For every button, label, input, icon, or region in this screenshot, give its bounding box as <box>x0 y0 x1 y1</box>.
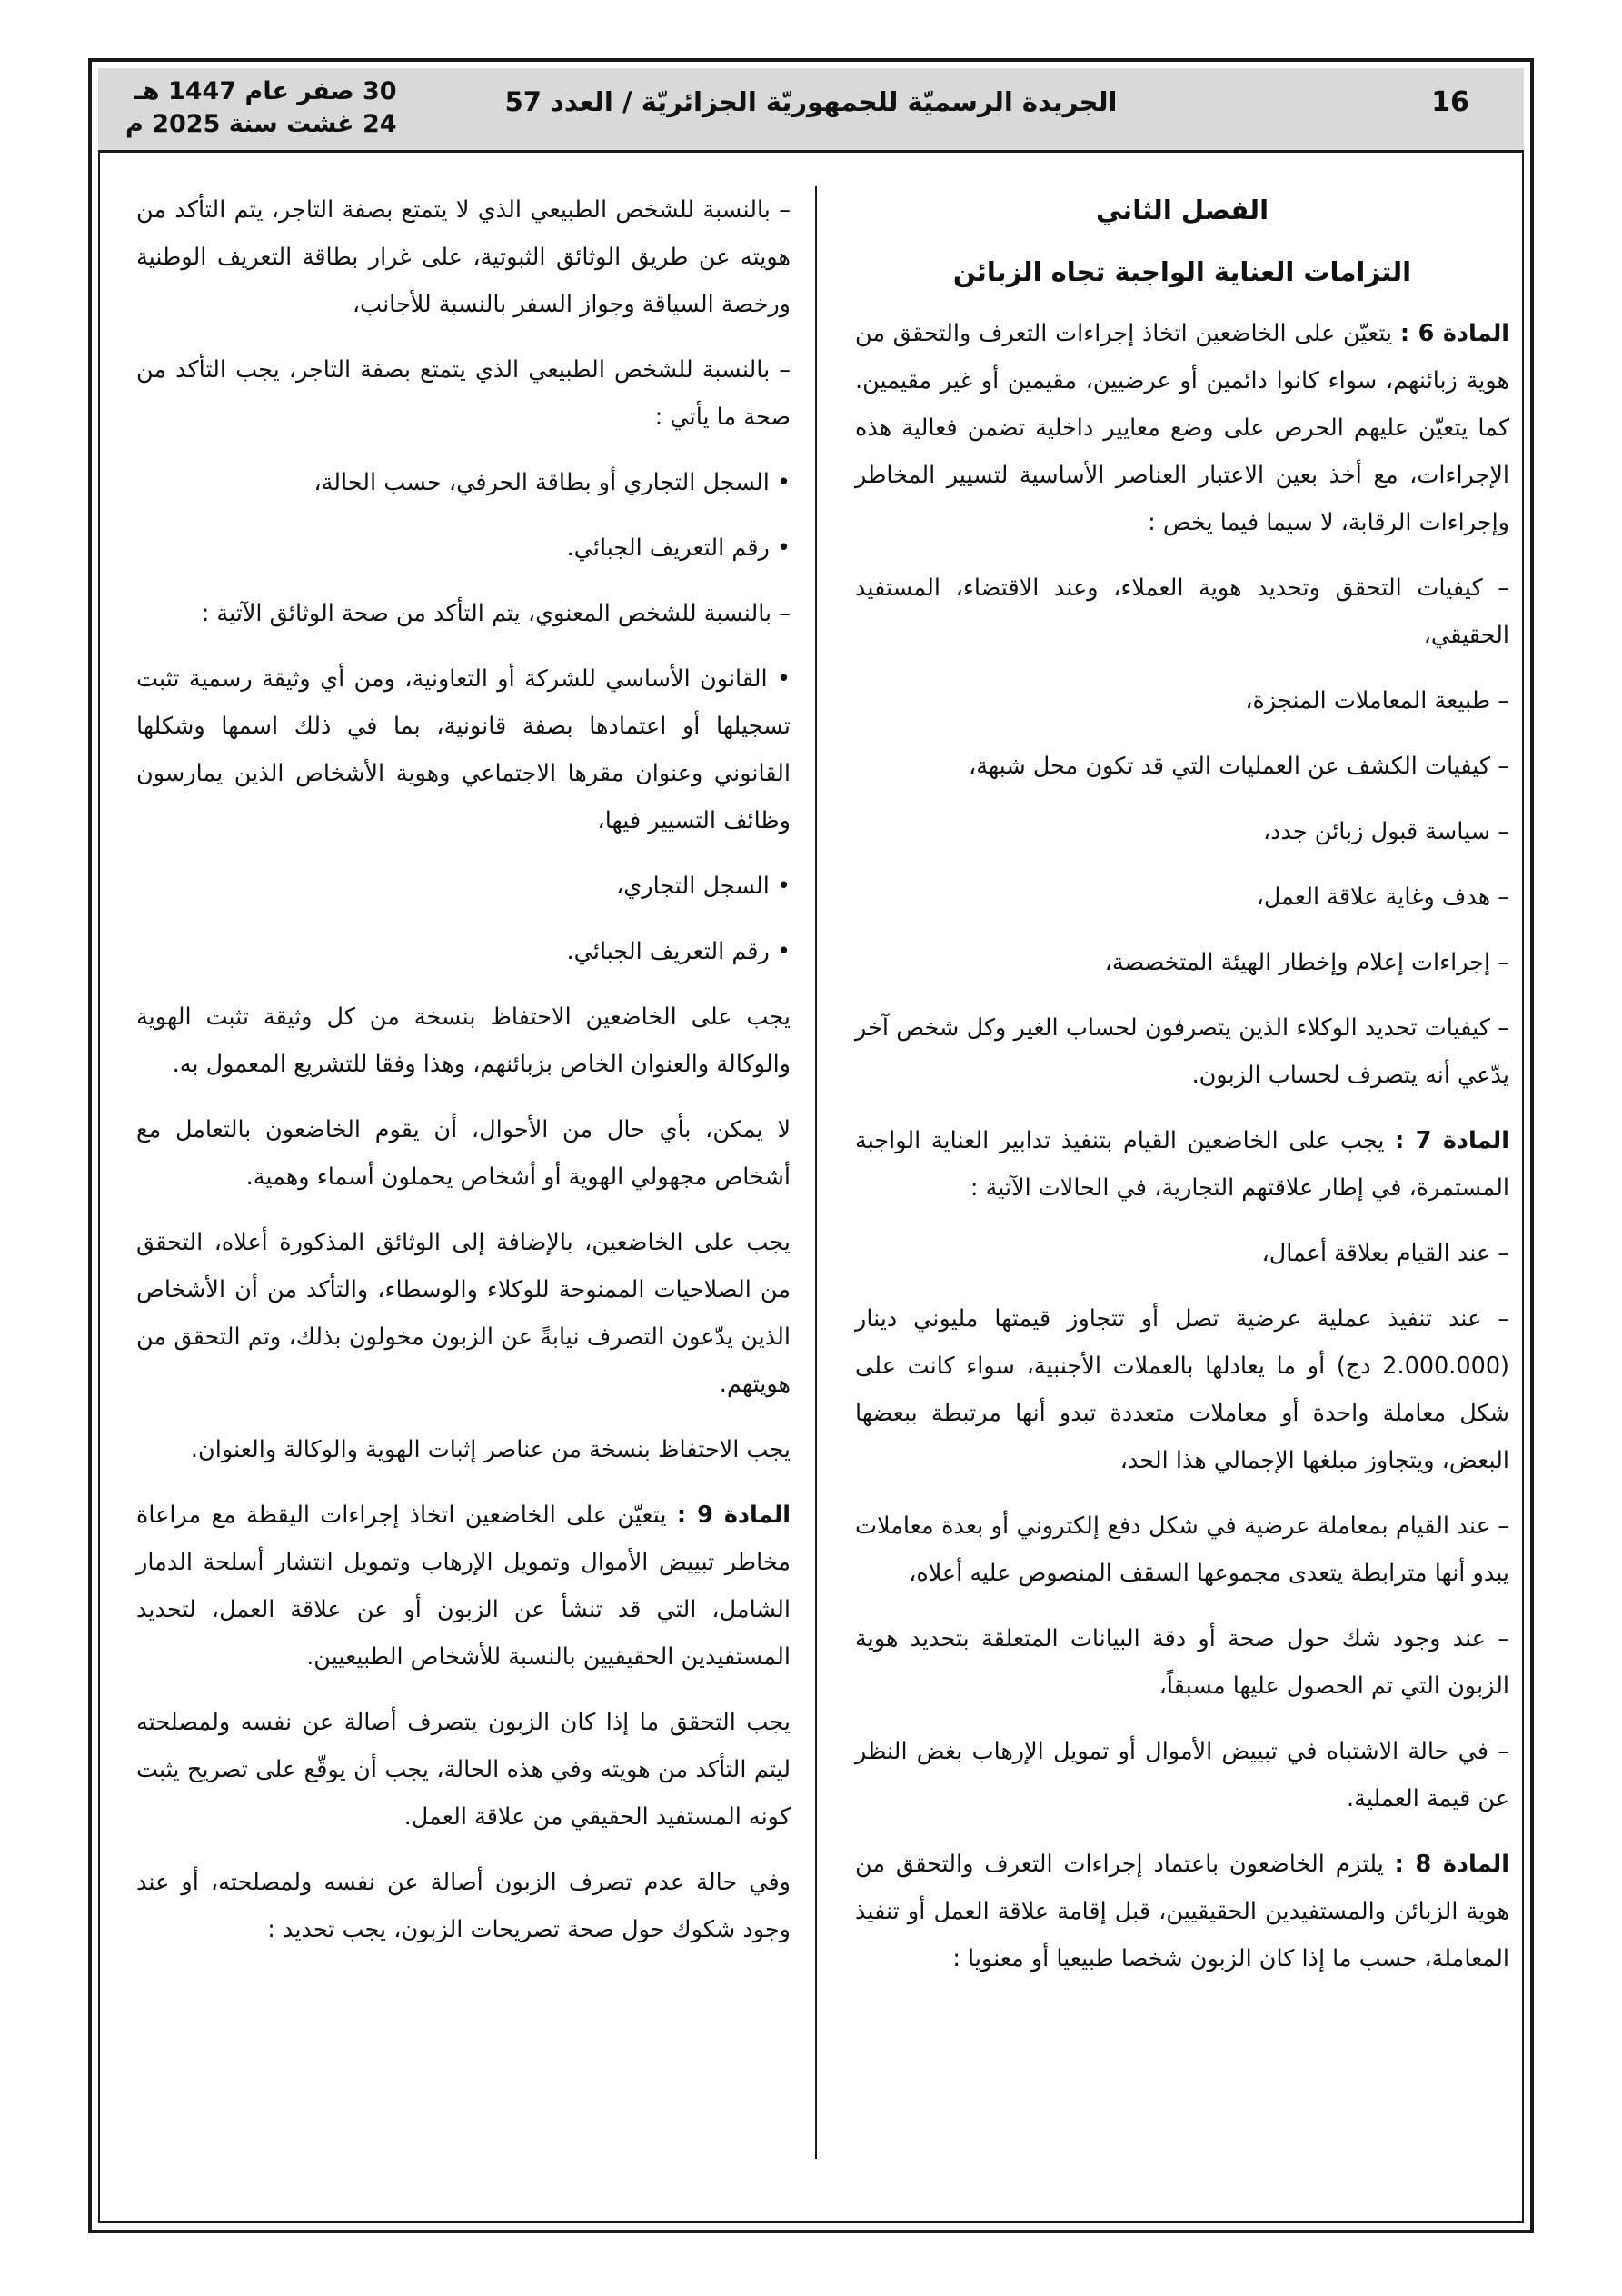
paragraph: – بالنسبة للشخص الطبيعي الذي يتمتع بصفة التاجر، يجب التأكد من صحة ما يأتي : <box>136 356 791 431</box>
article-7-item: – عند تنفيذ عملية عرضية تصل أو تتجاوز قيمتها مليوني دينار (2.000.000 دج) أو ما يعادلها بالعملات الأجنبية، سواء كانت على شكل معاملة واحدة أو معاملات متعددة تبدو أنها مرتبطة ببعضها البعض، ويتجاوز مبلغها الإجمالي هذا الحد، <box>855 1305 1509 1474</box>
paragraph: يجب الاحتفاظ بنسخة من عناصر إثبات الهوية والوكالة والعنوان. <box>190 1436 791 1463</box>
article-8-text: يلتزم الخاضعون باعتماد إجراءات التعرف والتحقق من هوية الزبائن والمستفيدين الحقيقيين، قبل إقامة علاقة العمل أو تنفيذ المعاملة، حسب ما إذا كان الزبون شخصا طبيعيا أو معنويا : <box>855 1851 1509 1972</box>
journal-title: الجريدة الرسميّة للجمهوريّة الجزائريّة / العدد 57 <box>504 86 1118 117</box>
paragraph: يجب على الخاضعين، بالإضافة إلى الوثائق المذكورة أعلاه، التحقق من الصلاحيات الممنوحة للوكلاء والوسطاء، والتأكد من أن الأشخاص الذين يدّعون التصرف نيابةً عن الزبون مخولون بذلك، وتم التحقق من هويتهم. <box>136 1229 791 1398</box>
article-7-label: المادة 7 : <box>1395 1127 1509 1154</box>
article-6-item: – طبيعة المعاملات المنجزة، <box>1245 687 1509 714</box>
bullet-item: • رقم التعريف الجبائي. <box>566 534 791 562</box>
article-9-text: يتعيّن على الخاضعين اتخاذ إجراءات اليقظة مع مراعاة مخاطر تبييض الأموال وتمويل الإرهاب وتمويل انتشار أسلحة الدمار الشامل، التي قد تنشأ عن الزبون أو عن علاقة العمل، لتحديد المستفيدين الحقيقيين بالنسبة للأشخاص الطبيعيين. <box>136 1502 791 1671</box>
left-column <box>136 186 791 1972</box>
chapter-title: التزامات العناية الواجبة تجاه الزبائن <box>952 256 1412 287</box>
article-7-text: يجب على الخاضعين القيام بتنفيذ تدابير العناية الواجبة المستمرة، في إطار علاقتهم التجارية، في الحالات الآتية : <box>855 1127 1509 1202</box>
article-6-item: – كيفيات التحقق وتحديد هوية العملاء، وعند الاقتضاء، المستفيد الحقيقي، <box>855 574 1509 649</box>
article-6-item: – هدف وغاية علاقة العمل، <box>1256 883 1509 911</box>
page-header <box>98 68 1524 153</box>
paragraph: يجب على الخاضعين الاحتفاظ بنسخة من كل وثيقة تثبت الهوية والوكالة والعنوان الخاص بزبائنهم، وهذا وفقا للتشريع المعمول به. <box>136 1003 791 1078</box>
article-7-item: – عند القيام بعلاقة أعمال، <box>1261 1240 1509 1267</box>
bullet-item: • السجل التجاري، <box>616 873 791 900</box>
article-7-item: – في حالة الاشتباه في تبييض الأموال أو تمويل الإرهاب بغض النظر عن قيمة العملية. <box>855 1738 1509 1812</box>
bullet-item: • السجل التجاري أو بطاقة الحرفي، حسب الحالة، <box>313 469 791 496</box>
right-column <box>855 186 1509 2001</box>
article-8 <box>855 1841 1509 1982</box>
article-6-item: – سياسة قبول زبائن جدد، <box>1262 818 1509 845</box>
issue-date <box>125 75 397 141</box>
column-divider <box>815 186 817 2159</box>
paragraph: – بالنسبة للشخص الطبيعي الذي لا يتمتع بصفة التاجر، يتم التأكد من هويته عن طريق الوثائق الثبوتية، على غرار بطاقة التعريف الوطنية ورخصة السياقة وجواز السفر بالنسبة للأجانب، <box>136 196 791 318</box>
paragraph: يجب التحقق ما إذا كان الزبون يتصرف أصالة عن نفسه ولمصلحته ليتم التأكد من هويته وفي هذه الحالة، يجب أن يوقّع على تصريح يثبت كونه المستفيد الحقيقي من علاقة العمل. <box>136 1709 791 1831</box>
bullet-item: • رقم التعريف الجبائي. <box>566 938 791 965</box>
chapter-heading: الفصل الثاني <box>1095 195 1269 225</box>
bullet-item: • القانون الأساسي للشركة أو التعاونية، ومن أي وثيقة رسمية تثبت تسجيلها أو اعتمادها بصفة قانونية، بما في ذلك اسمها وشكلها القانوني وعنوان مقرها الاجتماعي وهوية الأشخاص الذين يمارسون وظائف التسيير فيها، <box>136 665 791 834</box>
article-8-label: المادة 8 : <box>1394 1851 1509 1878</box>
paragraph: لا يمكن، بأي حال من الأحوال، أن يقوم الخاضعون بالتعامل مع أشخاص مجهولي الهوية أو أشخاص يحملون أسماء وهمية. <box>136 1116 791 1191</box>
article-7 <box>855 1117 1509 1212</box>
article-6-label: المادة 6 : <box>1399 320 1510 347</box>
article-9-label: المادة 9 : <box>676 1502 791 1529</box>
date-hijri: 30 صفر عام 1447 هـ <box>134 77 397 105</box>
article-7-item: – عند القيام بمعاملة عرضية في شكل دفع إلكتروني أو بعدة معاملات يبدو أنها مترابطة يتعدى مجموعها السقف المنصوص عليه أعلاه، <box>855 1512 1509 1587</box>
article-6-item: – إجراءات إعلام وإخطار الهيئة المتخصصة، <box>1104 949 1509 976</box>
article-6-text: يتعيّن على الخاضعين اتخاذ إجراءات التعرف والتحقق من هوية زبائنهم، سواء كانوا دائمين أو عرضيين، مقيمين أو غير مقيمين. كما يتعيّن عليهم الحرص على وضع معايير داخلية تضمن فعالية هذه الإجراءات، مع أخذ بعين الاعتبار العناصر الأساسية لتسيير المخاطر وإجراءات الرقابة، لا سيما فيما يخص : <box>855 320 1509 536</box>
paragraph: وفي حالة عدم تصرف الزبون أصالة عن نفسه ولمصلحته، أو عند وجود شكوك حول صحة تصريحات الزبون، يجب تحديد : <box>136 1869 791 1943</box>
article-6-item: – كيفيات تحديد الوكلاء الذين يتصرفون لحساب الغير وكل شخص آخر يدّعي أنه يتصرف لحساب الزبون. <box>855 1014 1509 1089</box>
article-9 <box>136 1492 791 1681</box>
date-gregorian: 24 غشت سنة 2025 م <box>125 110 397 138</box>
article-6-item: – كيفيات الكشف عن العمليات التي قد تكون محل شبهة، <box>968 753 1509 780</box>
page-number: 16 <box>1431 86 1469 118</box>
paragraph: – بالنسبة للشخص المعنوي، يتم التأكد من صحة الوثائق الآتية : <box>201 600 791 627</box>
article-6 <box>855 310 1509 546</box>
article-7-item: – عند وجود شك حول صحة أو دقة البيانات المتعلقة بتحديد هوية الزبون التي تم الحصول عليها مسبقاً، <box>855 1625 1509 1700</box>
